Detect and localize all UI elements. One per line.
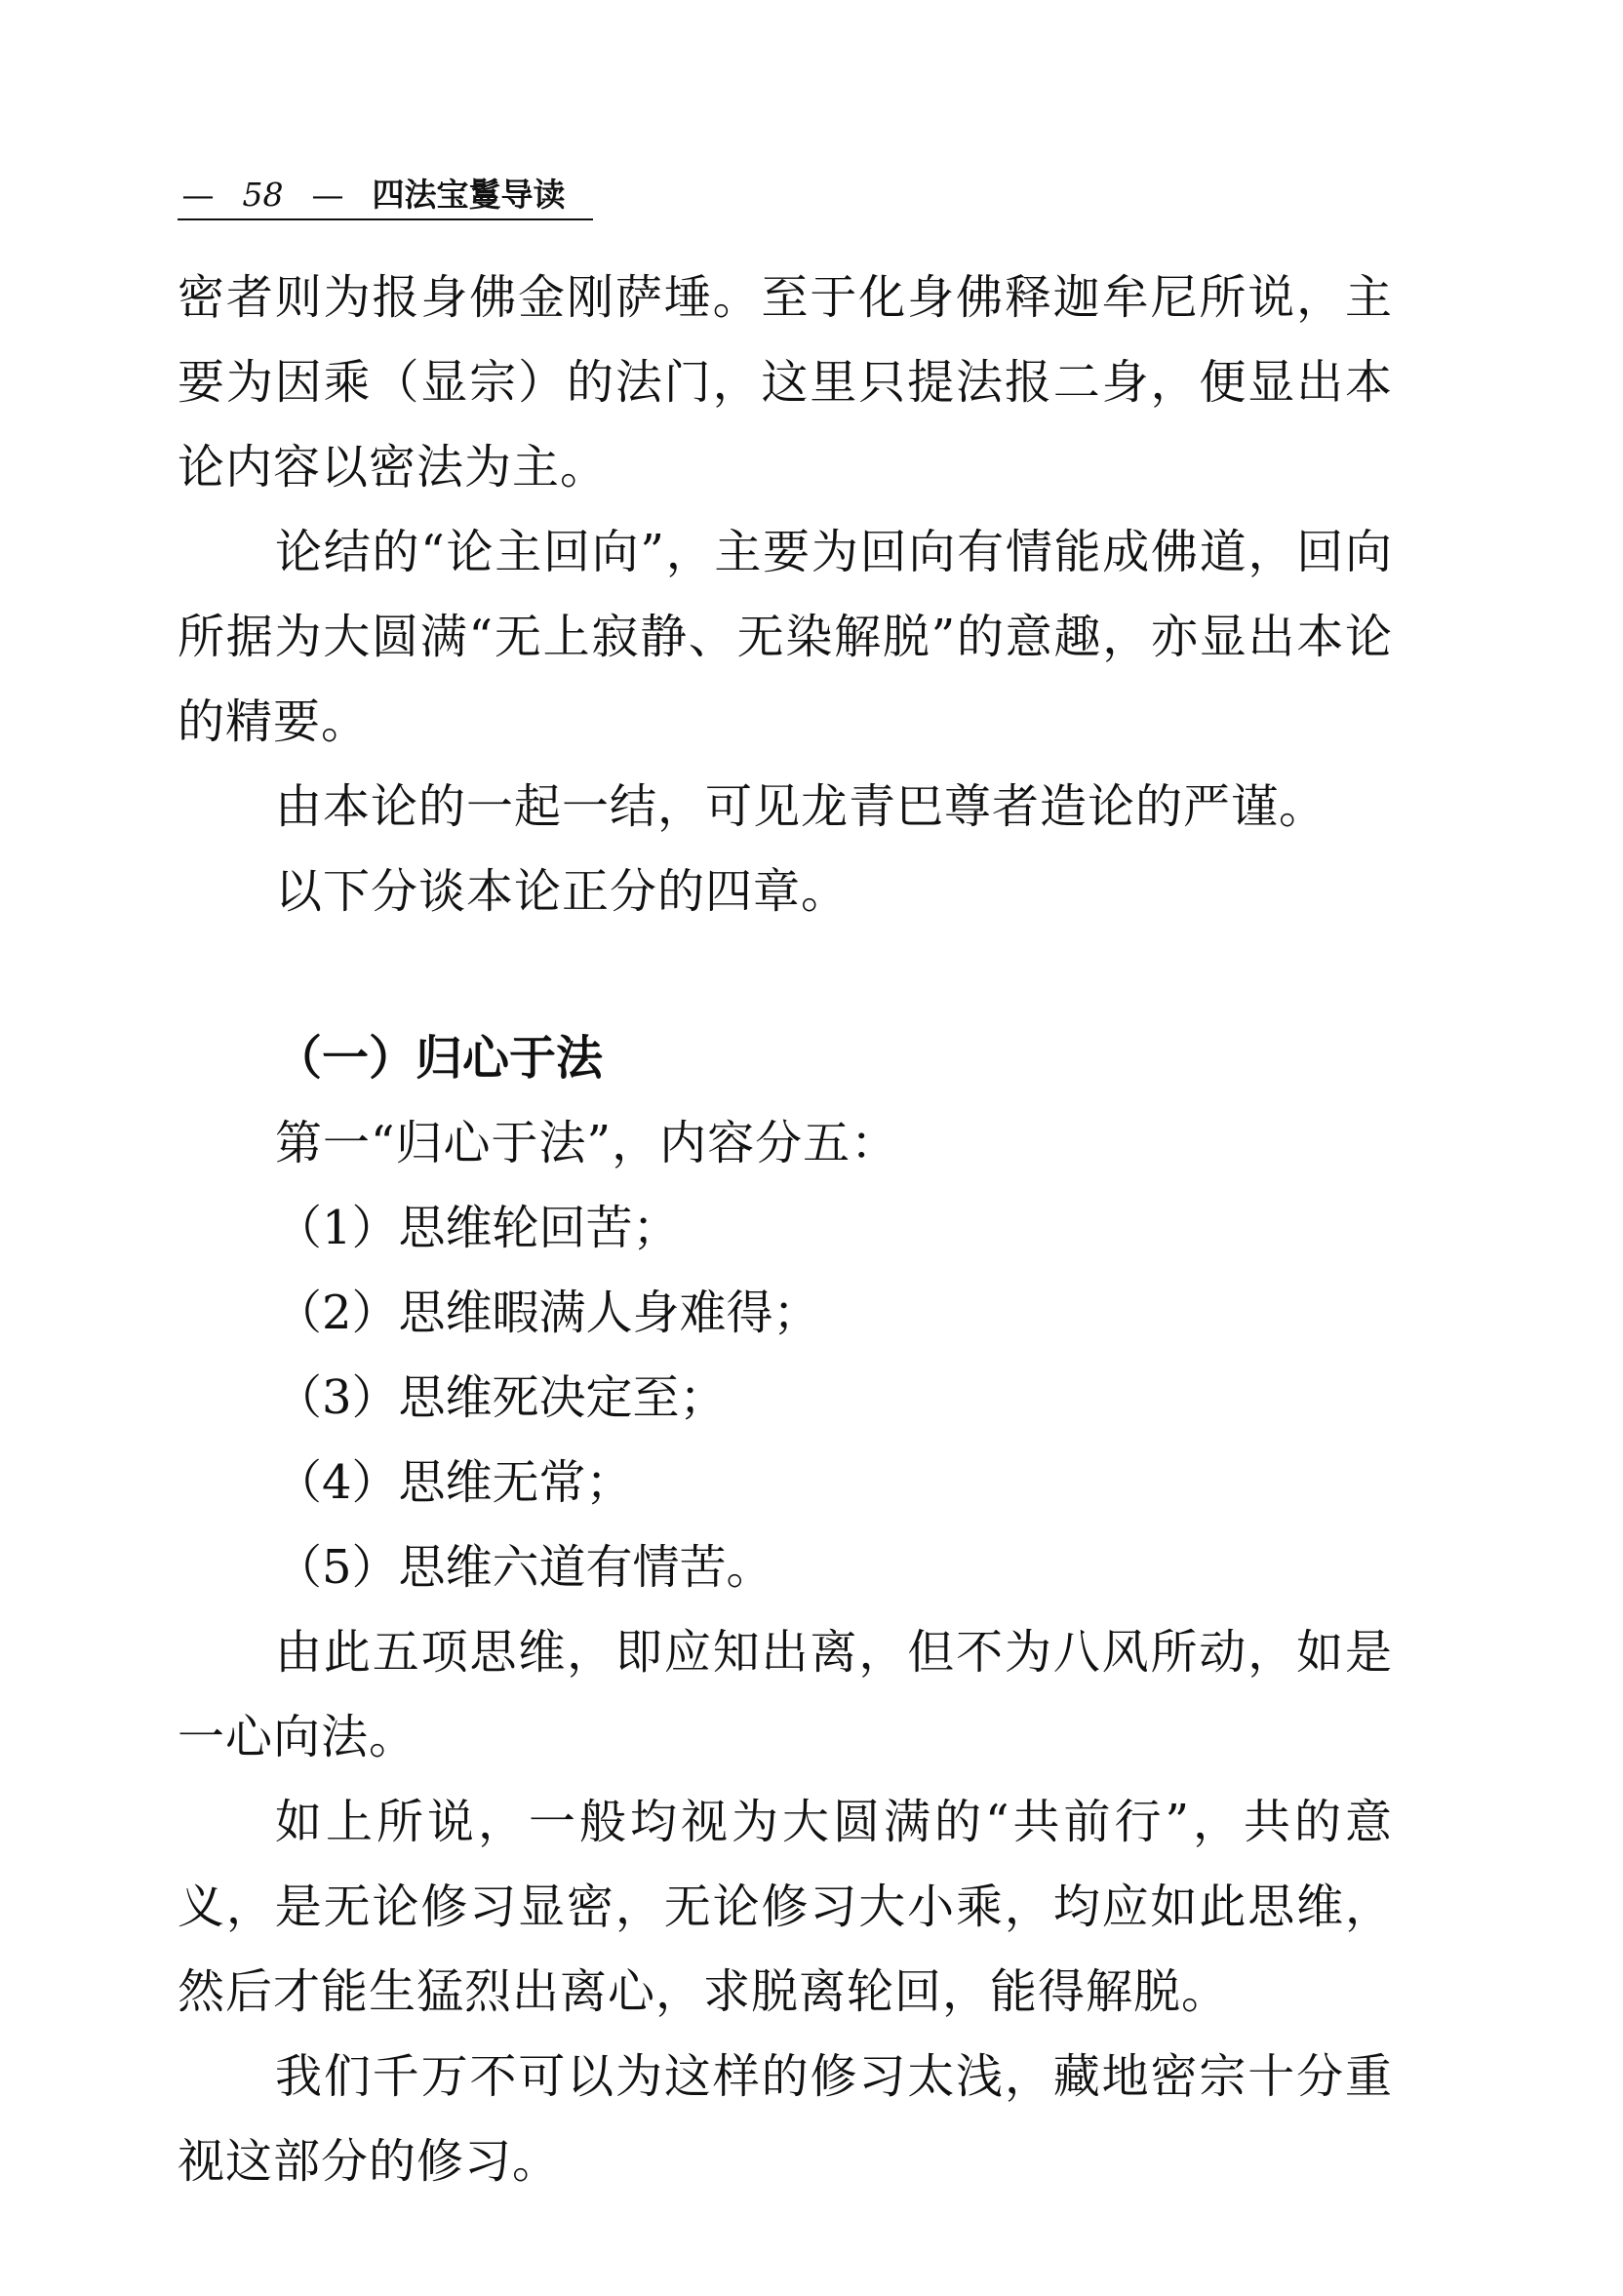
section-intro: 第一“归心于法”，内容分五： [275, 1116, 899, 1170]
paragraph: 由本论的一起一结，可见龙青巴尊者造论的严谨。 [275, 779, 1327, 834]
list-item: （1）思维轮回苦； [275, 1201, 680, 1255]
page-number: 58 [242, 176, 284, 214]
list-item: （3）思维死决定至； [275, 1370, 727, 1425]
list-item: （2）思维暇满人身难得； [275, 1286, 820, 1340]
paragraph: 论结的“论主回向”，主要为回向有情能成佛道，回向所据为大圆满“无上寂静、无染解脱”的意趣，亦显出本论的精要。 [178, 525, 1393, 749]
section-gap [178, 934, 1393, 1016]
header-dash-right: — [311, 176, 344, 214]
paragraph: 由此五项思维，即应知出离，但不为八风所动，如是一心向法。 [178, 1625, 1393, 1764]
paragraph-continuation: 密者则为报身佛金刚萨埵。至于化身佛释迦牟尼所说，主要为因乘（显宗）的法门，这里只提法报二身，便显出本论内容以密法为主。 [178, 270, 1393, 495]
running-header [178, 172, 593, 220]
paragraph: 如上所说，一般均视为大圆满的“共前行”，共的意义，是无论修习显密，无论修习大小乘，均应如此思维，然后才能生猛烈出离心，求脱离轮回，能得解脱。 [178, 1795, 1393, 2019]
list-item: （5）思维六道有情苦。 [275, 1540, 773, 1595]
list-item: （4）思维无常； [275, 1455, 633, 1510]
page-body [178, 256, 1393, 2204]
header-dash-left: — [181, 176, 215, 214]
book-title: 四法宝鬘导读 [372, 176, 566, 214]
paragraph: 我们千万不可以为这样的修习太浅，藏地密宗十分重视这部分的修习。 [178, 2049, 1393, 2189]
paragraph: 以下分谈本论正分的四章。 [275, 864, 850, 919]
section-heading: （一）归心于法 [275, 1031, 604, 1086]
